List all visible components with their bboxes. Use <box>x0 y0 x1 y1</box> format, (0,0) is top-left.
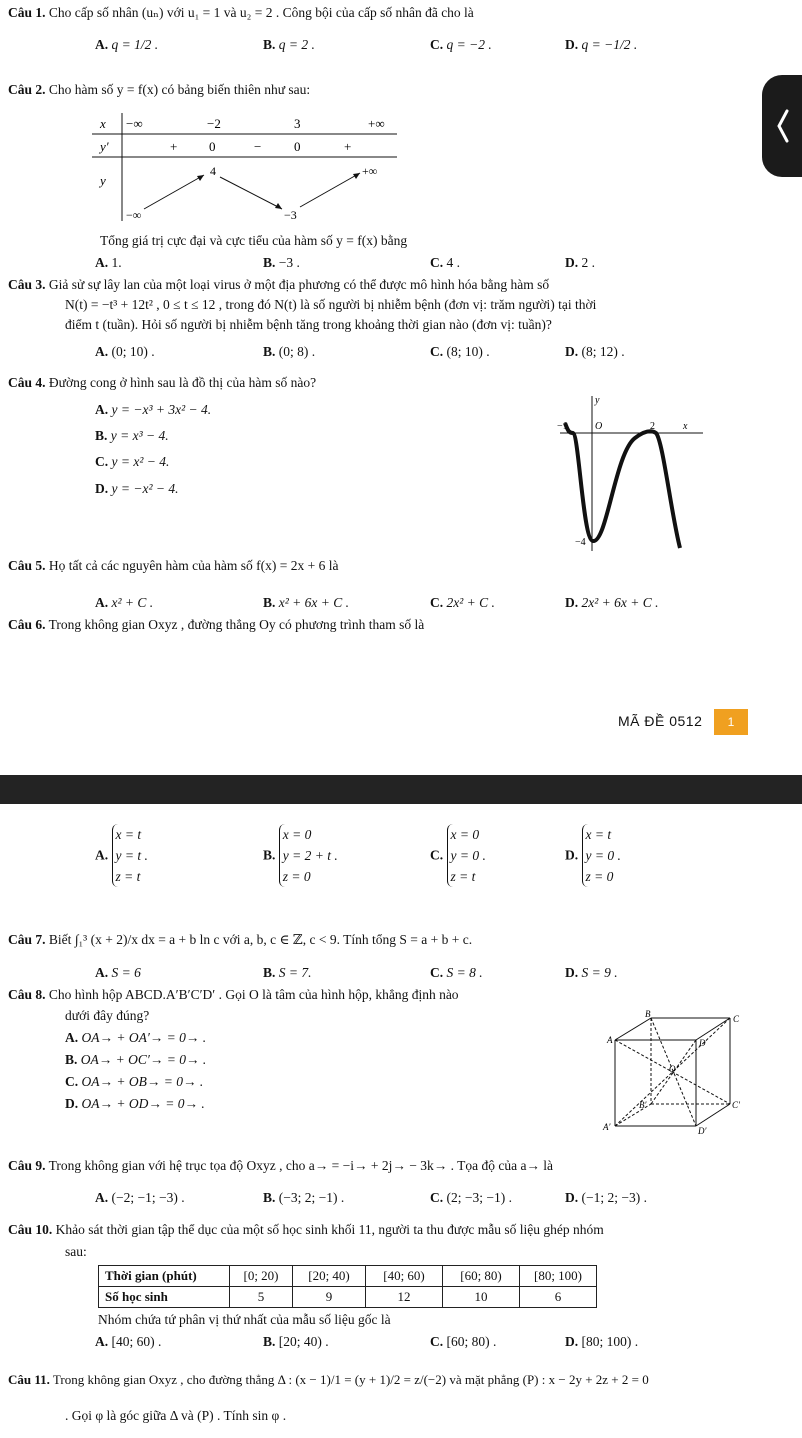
question-label: Câu 5. <box>8 558 46 573</box>
question-label: Câu 8. <box>8 987 46 1002</box>
option-b[interactable]: B. (0; 8) . <box>263 344 316 359</box>
option-c[interactable]: C. S = 8 . <box>430 965 483 980</box>
table-row <box>99 1266 597 1287</box>
option-a[interactable]: A. x² + C . <box>95 595 154 610</box>
option-a[interactable]: A. y = −x³ + 3x² − 4. <box>95 402 212 417</box>
question-4 <box>8 375 316 391</box>
question-11-line2: . Gọi φ là góc giữa Δ và (P) . Tính sin φ . <box>65 1408 287 1423</box>
question-text: Đường cong ở hình sau là đồ thị của hàm số nào? <box>48 375 317 390</box>
question-9 <box>8 1158 553 1174</box>
option-d[interactable]: D. S = 9 . <box>565 965 618 980</box>
question-3 <box>8 277 549 293</box>
table-cell: [80; 100) <box>520 1266 597 1287</box>
question-label: Câu 11. <box>8 1372 50 1387</box>
question-3-line2: N(t) = −t³ + 12t² , 0 ≤ t ≤ 12 , trong đó N(t) là số người bị nhiễm bệnh (đơn vị: trăm người) tại thời <box>65 297 597 312</box>
question-text: Trong không gian Oxyz , đường thẳng Oy có phương trình tham số là <box>48 617 425 632</box>
option-d[interactable]: D. x = t y = 0 . z = 0 <box>565 824 621 887</box>
chevron-left-icon[interactable] <box>762 75 802 177</box>
table-cell: [60; 80) <box>443 1266 520 1287</box>
dy-zero: 0 <box>209 139 216 154</box>
option-a[interactable]: A. OA→ + OA′→ = 0→ . <box>65 1030 207 1045</box>
question-label: Câu 9. <box>8 1158 46 1173</box>
question-8-line2: dưới đây đúng? <box>65 1008 150 1023</box>
question-10-sub: Nhóm chứa tứ phân vị thứ nhất của mẫu số liệu gốc là <box>98 1312 391 1327</box>
option-c[interactable]: C. (8; 10) . <box>430 344 490 359</box>
table-cell: 6 <box>520 1287 597 1308</box>
question-text: Trong không gian với hệ trục tọa độ Oxyz , cho a→ = −i→ + 2j→ − 3k→ . Tọa độ của a→ là <box>48 1158 554 1173</box>
option-a[interactable]: A. [40; 60) . <box>95 1334 162 1349</box>
table-header-cell: Số học sinh <box>99 1287 230 1308</box>
question-text: Biết ∫₁³ (x + 2)/x dx = a + b ln c với a, b, c ∈ ℤ, c < 9. Tính tổng S = a + b + c. <box>48 932 473 947</box>
option-a[interactable]: A. (0; 10) . <box>95 344 155 359</box>
option-d[interactable]: D. (8; 12) . <box>565 344 625 359</box>
vertex-label: B <box>645 1010 651 1019</box>
side-nav-tab[interactable] <box>762 75 802 177</box>
page-separator <box>0 775 802 804</box>
exam-code: MÃ ĐỀ 0512 <box>618 713 703 729</box>
vertex-label: D <box>699 1038 706 1048</box>
dy-label: y′ <box>100 139 109 154</box>
question-label: Câu 1. <box>8 5 46 20</box>
dy-sign: + <box>344 139 352 154</box>
vertex-label: C′ <box>732 1100 740 1110</box>
y-value: 4 <box>210 164 216 178</box>
option-c[interactable]: C. y = x² − 4. <box>95 454 170 469</box>
option-c[interactable]: C. 2x² + C . <box>430 595 495 610</box>
x-value: +∞ <box>368 116 385 131</box>
table-cell: [40; 60) <box>366 1266 443 1287</box>
option-d[interactable]: D. [80; 100) . <box>565 1334 639 1349</box>
option-a[interactable]: A. x = t y = t . z = t <box>95 824 148 887</box>
question-10 <box>8 1222 604 1238</box>
vertex-label: O <box>669 1064 676 1074</box>
cubic-graph <box>555 393 705 553</box>
question-label: Câu 3. <box>8 277 46 292</box>
question-5 <box>8 558 339 574</box>
question-text: Cho cấp số nhân (uₙ) với u₁ = 1 và u₂ = 2 . Công bội của cấp số nhân đã cho là <box>48 5 474 20</box>
option-a[interactable]: A. q = 1/2 . <box>95 37 159 52</box>
question-label: Câu 4. <box>8 375 46 390</box>
question-2 <box>8 82 310 98</box>
variation-table <box>92 113 402 223</box>
x-value: −∞ <box>126 116 143 131</box>
table-cell: 9 <box>293 1287 366 1308</box>
question-text: Trong không gian Oxyz , cho đường thẳng Δ : (x − 1)/1 = (y + 1)/2 = z/(−2) và mặt phẳng (P) : x − 2y + 2z + 2 = 0 <box>52 1372 649 1387</box>
option-d[interactable]: D. 2x² + 6x + C . <box>565 595 659 610</box>
option-b[interactable]: B. OA→ + OC′→ = 0→ . <box>65 1052 207 1067</box>
question-3-line3: điểm t (tuần). Hỏi số người bị nhiễm bệnh tăng trong khoảng thời gian nào (đơn vị: tuần)? <box>65 317 552 332</box>
question-text: Họ tất cả các nguyên hàm của hàm số f(x) = 2x + 6 là <box>48 558 339 573</box>
option-b[interactable]: B. S = 7. <box>263 965 312 980</box>
y-value: +∞ <box>362 164 378 178</box>
vertex-label: D′ <box>698 1126 707 1136</box>
question-text: Giả sử sự lây lan của một loại virus ở một địa phương có thể được mô hình hóa bằng hàm số <box>48 277 550 292</box>
option-c[interactable]: C. [60; 80) . <box>430 1334 497 1349</box>
page-number-badge: 1 <box>714 709 748 735</box>
question-10-line2: sau: <box>65 1244 87 1259</box>
dy-sign: + <box>170 139 178 154</box>
question-label: Câu 2. <box>8 82 46 97</box>
tick-label: −4 <box>575 537 586 548</box>
y-label: y <box>100 173 106 188</box>
option-d[interactable]: D. y = −x² − 4. <box>95 481 179 496</box>
table-cell: 5 <box>230 1287 293 1308</box>
question-label: Câu 6. <box>8 617 46 632</box>
question-text: Cho hàm số y = f(x) có bảng biến thiên như sau: <box>48 82 311 97</box>
question-text: Cho hình hộp ABCD.A′B′C′D′ . Gọi O là tâm của hình hộp, khẳng định nào <box>48 987 459 1002</box>
x-value: 3 <box>294 116 301 131</box>
option-c[interactable]: C. q = −2 . <box>430 37 492 52</box>
tick-label: 2 <box>650 421 655 432</box>
tick-label: −1 <box>557 421 568 432</box>
x-axis-label: x <box>683 421 688 432</box>
x-label: x <box>100 116 106 131</box>
table-row <box>99 1287 597 1308</box>
option-b[interactable]: B. x² + 6x + C . <box>263 595 350 610</box>
table-cell: 10 <box>443 1287 520 1308</box>
option-c[interactable]: C. (2; −3; −1) . <box>430 1190 512 1205</box>
y-value: −∞ <box>126 208 142 222</box>
grouped-data-table <box>98 1265 597 1308</box>
origin-label: O <box>595 421 603 432</box>
table-cell: [0; 20) <box>230 1266 293 1287</box>
table-header-cell: Thời gian (phút) <box>99 1266 230 1287</box>
option-a[interactable]: A. S = 6 <box>95 965 141 980</box>
option-d[interactable]: D. OA→ + OD→ = 0→ . <box>65 1096 205 1111</box>
option-d[interactable]: D. 2 . <box>565 255 595 270</box>
option-b[interactable]: B. [20; 40) . <box>263 1334 329 1349</box>
vertex-label: B′ <box>639 1100 647 1110</box>
x-value: −2 <box>207 116 221 131</box>
question-1 <box>8 5 474 21</box>
dy-zero: 0 <box>294 139 301 154</box>
question-6 <box>8 617 424 633</box>
vertex-label: A′ <box>603 1122 611 1132</box>
vertex-label: C <box>733 1014 740 1024</box>
question-text: Khảo sát thời gian tập thể dục của một số học sinh khối 11, người ta thu được mẫu số liệu ghép nhóm <box>55 1222 604 1237</box>
parallelepiped-figure <box>595 1010 745 1142</box>
option-b[interactable]: B. −3 . <box>263 255 300 270</box>
question-11 <box>8 1372 649 1388</box>
option-c[interactable]: C. x = 0 y = 0 . z = t <box>430 824 486 887</box>
option-b[interactable]: B. (−3; 2; −1) . <box>263 1190 345 1205</box>
table-cell: [20; 40) <box>293 1266 366 1287</box>
option-a[interactable]: A. (−2; −1; −3) . <box>95 1190 185 1205</box>
question-2-sub: Tổng giá trị cực đại và cực tiểu của hàm số y = f(x) bằng <box>100 233 408 248</box>
option-b[interactable]: B. q = 2 . <box>263 37 315 52</box>
option-b[interactable]: B. y = x³ − 4. <box>95 428 169 443</box>
dy-sign: − <box>254 139 262 154</box>
vertex-label: A <box>607 1035 613 1045</box>
option-b[interactable]: B. x = 0 y = 2 + t . z = 0 <box>263 824 338 887</box>
option-a[interactable]: A. 1. <box>95 255 122 270</box>
question-label: Câu 7. <box>8 932 46 947</box>
question-7 <box>8 932 472 948</box>
question-8 <box>8 987 459 1003</box>
table-cell: 12 <box>366 1287 443 1308</box>
y-value: −3 <box>284 208 297 222</box>
option-d[interactable]: D. (−1; 2; −3) . <box>565 1190 647 1205</box>
question-label: Câu 10. <box>8 1222 53 1237</box>
y-axis-label: y <box>595 395 600 406</box>
option-d[interactable]: D. q = −1/2 . <box>565 37 638 52</box>
option-c[interactable]: C. 4 . <box>430 255 460 270</box>
option-c[interactable]: C. OA→ + OB→ = 0→ . <box>65 1074 204 1089</box>
